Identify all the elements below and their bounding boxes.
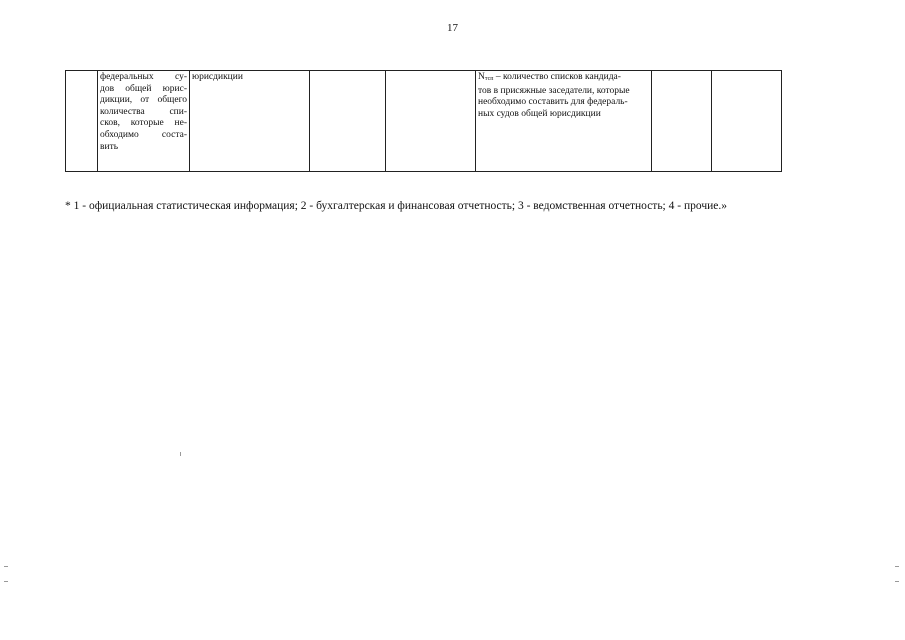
cell-text: юрисдикции — [192, 72, 243, 82]
cell-text-line: ных судов общей юрисдикции — [478, 108, 601, 119]
table-cell-indicator-name — [98, 71, 190, 172]
table-cell-formula — [476, 71, 652, 172]
formula-symbol: N — [478, 72, 485, 82]
formula-text: – количество списков кандида- — [493, 72, 621, 82]
table-cell-empty — [310, 71, 386, 172]
formula-subscript: тсп — [484, 76, 494, 82]
table-cell-empty — [712, 71, 782, 172]
cell-text-line: необходимо составить для федераль- — [478, 97, 628, 108]
cell-text-line: дикции, от общего — [100, 95, 187, 106]
table-cell-empty — [652, 71, 712, 172]
cell-text-line: дов общей юрис- — [100, 83, 187, 94]
cell-text-line: обходимо соста- — [100, 129, 187, 140]
scan-speck — [895, 581, 899, 582]
table-cell-number — [66, 71, 98, 172]
scan-speck — [4, 581, 8, 582]
cell-text-line: федеральных су- — [100, 72, 187, 82]
cell-text-line: сков, которые не- — [100, 118, 187, 129]
table-cell-unit — [190, 71, 310, 172]
cell-text-line — [478, 72, 649, 86]
footnote: * 1 - официальная статистическая информация; 2 - бухгалтерская и финансовая отчетность; 3 - ведомственная отчетность; 4 - прочие.» — [65, 200, 727, 212]
cell-text-line: вить — [100, 141, 119, 152]
scan-speck — [895, 566, 899, 567]
table-cell-empty — [386, 71, 476, 172]
scan-speck — [180, 452, 181, 456]
indicator-table — [65, 70, 782, 172]
page-number: 17 — [447, 22, 458, 34]
scan-speck — [4, 566, 8, 567]
cell-text-line: тов в присяжные заседатели, которые — [478, 85, 630, 96]
cell-text-line: количества спи- — [100, 106, 187, 117]
table-row — [66, 71, 782, 172]
